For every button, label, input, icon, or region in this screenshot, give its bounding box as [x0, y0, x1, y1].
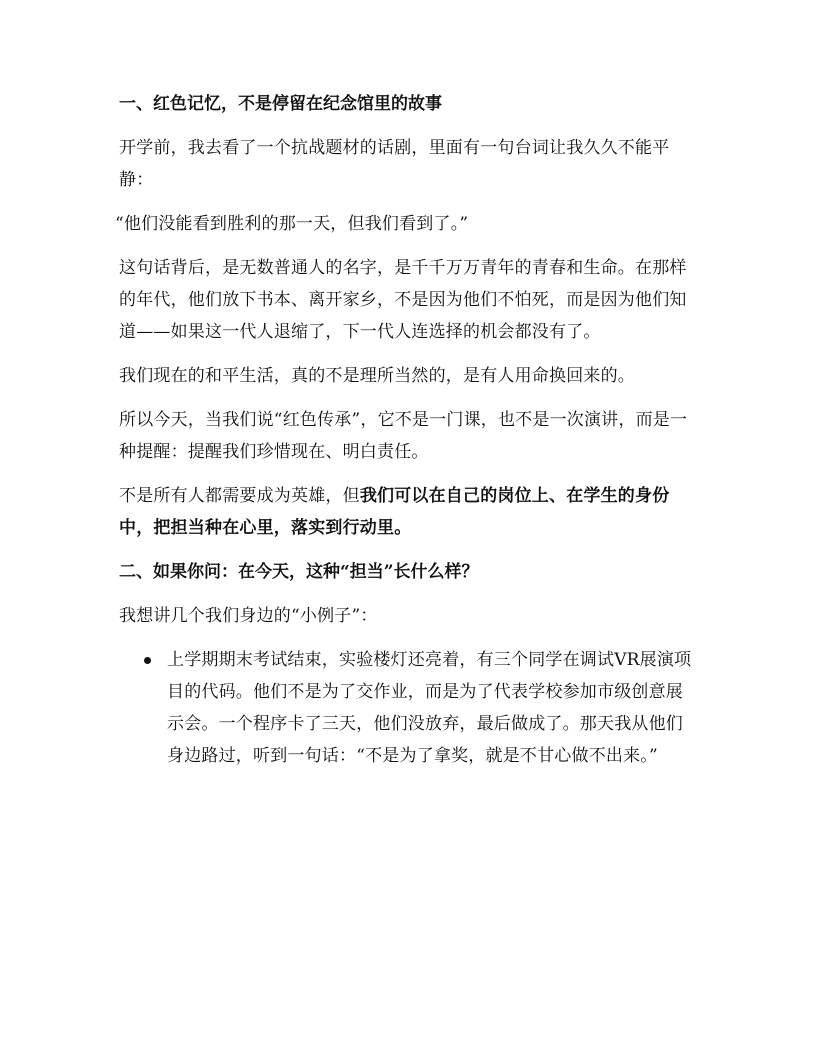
list-item	[119, 644, 699, 772]
paragraph-red-heritage: 所以今天，当我们说“红色传承”，它不是一门课，也不是一次演讲，而是一种提醒：提醒我们珍惜现在、明白责任。	[119, 410, 688, 462]
list-item-text: 上学期期末考试结束，实验楼灯还亮着，有三个同学在调试VR展演项目的代码。他们不是为了交作业，而是为了代表学校参加市级创意展示会。一个程序卡了三天，他们没放弃，最后做成了。那天我从他们身边路过，听到一句话：“不是为了拿奖，就是不甘心做不出来。”	[167, 650, 692, 766]
paragraph-responsibility	[119, 480, 699, 544]
section-1-heading: 一、红色记忆，不是停留在纪念馆里的故事	[119, 94, 442, 114]
responsibility-bold-text: 我们可以在自己的岗位上、在学生的身份中，把担当种在心里，落实到行动里。	[119, 486, 670, 538]
document-page	[115, 88, 699, 772]
section-2-heading: 二、如果你问：在今天，这种“担当”长什么样？	[119, 562, 479, 582]
quote-line: “他们没能看到胜利的那一天，但我们看到了。”	[115, 214, 469, 234]
bullet-icon	[144, 657, 151, 664]
paragraph-play-intro: 开学前，我去看了一个抗战题材的话剧，里面有一句台词让我久久不能平静：	[119, 138, 670, 190]
examples-list	[119, 644, 699, 772]
paragraph-behind-the-words: 这句话背后，是无数普通人的名字，是千千万万青年的青春和生命。在那样的年代，他们放下书本、离开家乡，不是因为他们不怕死，而是因为他们知道——如果这一代人退缩了，下一代人连选择的机会都没有了。	[119, 258, 687, 342]
paragraph-examples-intro: 我想讲几个我们身边的“小例子”：	[119, 606, 378, 626]
responsibility-normal-text: 不是所有人都需要成为英雄，但	[119, 486, 360, 506]
paragraph-peace: 我们现在的和平生活，真的不是理所当然的，是有人用命换回来的。	[119, 366, 635, 386]
